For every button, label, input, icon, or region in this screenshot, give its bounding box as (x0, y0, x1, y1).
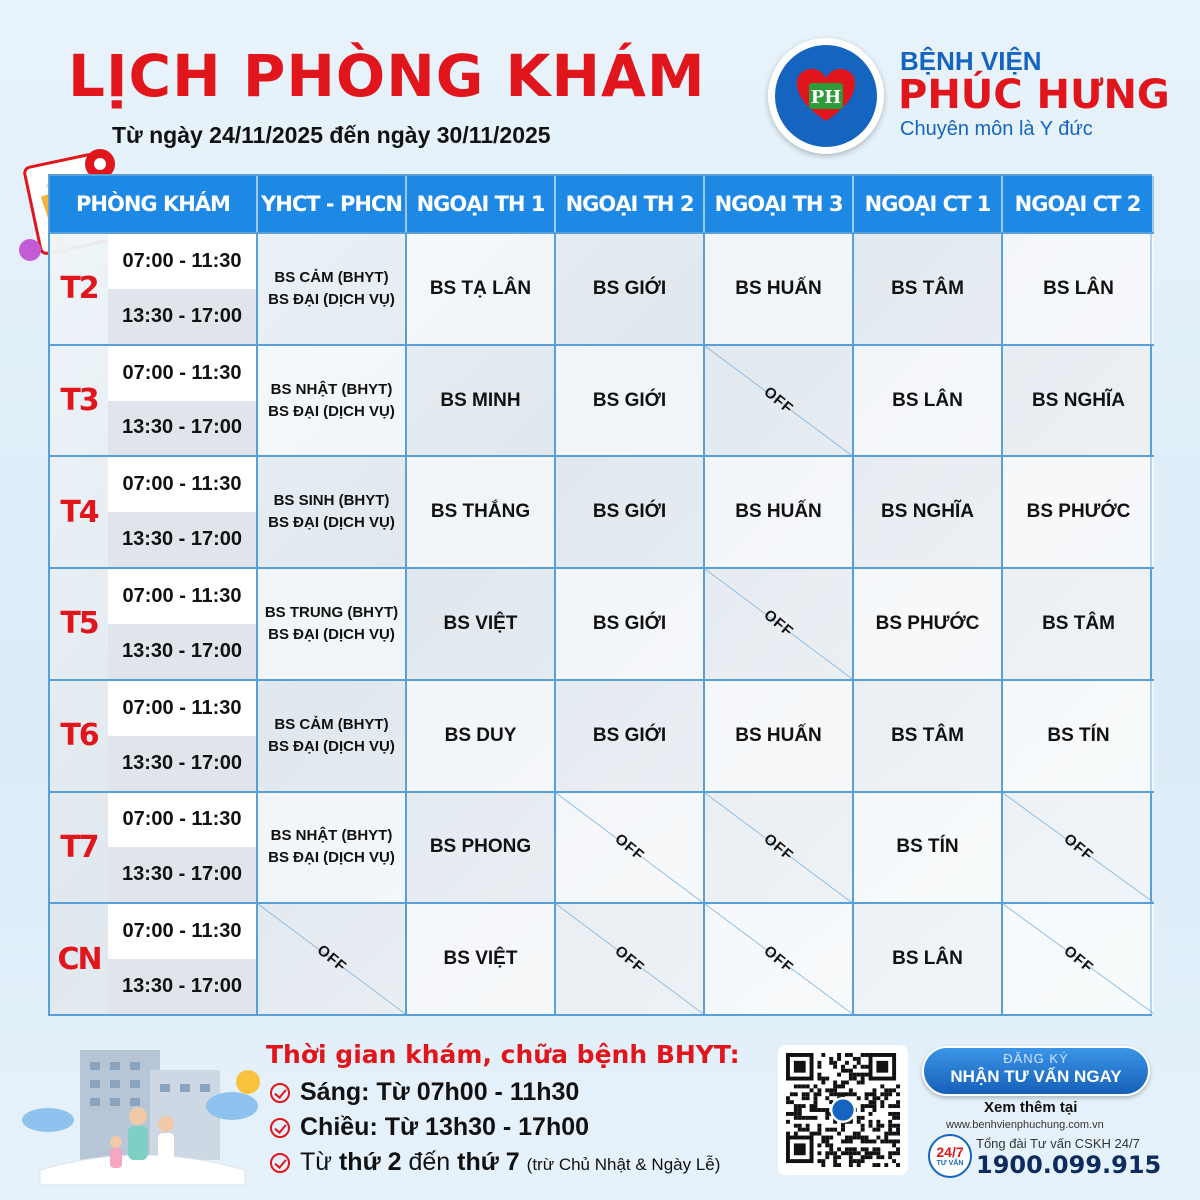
doctor-cell: BS NHẬT (BHYT) BS ĐẠI (DỊCH VỤ) (258, 344, 407, 456)
off-cell (1003, 791, 1154, 903)
doctor-cell: BS LÂN (854, 902, 1003, 1014)
doctor-cell: BS TRUNG (BHYT) BS ĐẠI (DỊCH VỤ) (258, 567, 407, 679)
svg-text:PH: PH (810, 87, 842, 108)
doctor-cell: BS DUY (407, 679, 556, 791)
doctor-cell: BS TÂM (1003, 567, 1154, 679)
days-note: (trừ Chủ Nhật & Ngày Lễ) (526, 1155, 721, 1174)
heart-logo-icon (795, 67, 857, 123)
doctor-cell: BS PHƯỚC (1003, 455, 1154, 567)
afternoon-slot: 13:30 - 17:00 (108, 847, 256, 902)
day-label: CN (57, 941, 101, 977)
day-cell (50, 232, 258, 344)
day-cell (50, 567, 258, 679)
morning-slot: 07:00 - 11:30 (108, 904, 256, 959)
column-header: PHÒNG KHÁM (50, 176, 258, 232)
date-range: Từ ngày 24/11/2025 đến ngày 30/11/2025 (112, 122, 551, 148)
doctor-cell: BS VIỆT (407, 902, 556, 1014)
doctor-cell: BS TÂM (854, 232, 1003, 344)
column-header: NGOẠI CT 1 (854, 176, 1003, 232)
day-label: T3 (60, 383, 98, 419)
doctor-cell: BS NHẬT (BHYT) BS ĐẠI (DỊCH VỤ) (258, 791, 407, 903)
clinic-schedule-table (48, 174, 1152, 1016)
hotline-label: Tổng đài Tư vấn CSKH 24/7 (976, 1136, 1140, 1151)
bhyt-days (270, 1148, 720, 1177)
day-cell (50, 455, 258, 567)
brand-name-top: BỆNH VIỆN (900, 46, 1042, 76)
doctor-cell: BS THẮNG (407, 455, 556, 567)
doctor-cell: BS PHƯỚC (854, 567, 1003, 679)
doctor-cell: BS HUẤN (705, 232, 854, 344)
days-mid: đến (408, 1148, 451, 1176)
hotline-number[interactable]: 1900.099.915 (976, 1151, 1162, 1179)
bhyt-hours-title: Thời gian khám, chữa bệnh BHYT: (266, 1040, 740, 1069)
doctor-cell: BS HUẤN (705, 679, 854, 791)
column-header: NGOẠI TH 1 (407, 176, 556, 232)
page-title: LỊCH PHÒNG KHÁM (68, 42, 706, 110)
hotline-247-icon: 24/7 TƯ VẤN (928, 1134, 972, 1178)
afternoon-slot: 13:30 - 17:00 (108, 401, 256, 456)
brand-name-main: PHÚC HƯNG (898, 72, 1170, 118)
off-cell (556, 791, 705, 903)
off-label: OFF (611, 830, 648, 865)
column-header: NGOẠI CT 2 (1003, 176, 1154, 232)
column-header: NGOẠI TH 2 (556, 176, 705, 232)
see-more-label: Xem thêm tại (984, 1099, 1078, 1116)
register-main-label: NHẬN TƯ VẤN NGAY (950, 1067, 1122, 1086)
day-cell (50, 791, 258, 903)
check-circle-icon (270, 1118, 290, 1138)
qr-code-icon (786, 1053, 900, 1167)
days-pre: Từ (300, 1148, 333, 1176)
afternoon-slot: 13:30 - 17:00 (108, 512, 256, 567)
qr-code[interactable] (778, 1045, 908, 1175)
off-cell (705, 902, 854, 1014)
doctor-cell: BS GIỚI (556, 455, 705, 567)
morning-slot: 07:00 - 11:30 (108, 234, 256, 289)
day-label: T7 (60, 829, 98, 865)
off-cell (705, 791, 854, 903)
afternoon-slot: 13:30 - 17:00 (108, 624, 256, 679)
afternoon-slot: 13:30 - 17:00 (108, 736, 256, 791)
days-from: thứ 2 (338, 1148, 402, 1176)
afternoon-slot: 13:30 - 17:00 (108, 289, 256, 344)
register-top-label: ĐĂNG KÝ (1003, 1051, 1069, 1066)
doctor-cell: BS PHONG (407, 791, 556, 903)
doctor-cell: BS VIỆT (407, 567, 556, 679)
doctor-cell: BS LÂN (1003, 232, 1154, 344)
doctor-cell: BS TÂM (854, 679, 1003, 791)
doctor-cell: BS SINH (BHYT) BS ĐẠI (DỊCH VỤ) (258, 455, 407, 567)
days-to: thứ 7 (457, 1148, 520, 1176)
doctor-cell: BS GIỚI (556, 232, 705, 344)
day-label: T5 (60, 606, 98, 642)
doctor-cell: BS NGHĨA (854, 455, 1003, 567)
doctor-cell: BS TẠ LÂN (407, 232, 556, 344)
off-label: OFF (1060, 942, 1097, 977)
off-label: OFF (760, 606, 797, 642)
morning-slot: 07:00 - 11:30 (108, 793, 256, 848)
doctor-cell: BS TÍN (1003, 679, 1154, 791)
column-header: NGOẠI TH 3 (705, 176, 854, 232)
check-circle-icon (270, 1153, 290, 1173)
hospital-logo (768, 38, 884, 154)
column-header: YHCT - PHCN (258, 176, 407, 232)
off-cell (1003, 902, 1154, 1014)
off-cell (258, 902, 407, 1014)
doctor-cell: BS GIỚI (556, 567, 705, 679)
afternoon-label: Chiều: (300, 1113, 378, 1141)
off-label: OFF (760, 942, 797, 977)
off-cell (705, 567, 854, 679)
morning-slot: 07:00 - 11:30 (108, 569, 256, 624)
bhyt-morning (270, 1078, 579, 1107)
morning-time: Từ 07h00 - 11h30 (376, 1078, 580, 1106)
day-label: T6 (60, 718, 98, 754)
doctor-cell: BS GIỚI (556, 679, 705, 791)
hospital-family-illustration (20, 1020, 260, 1190)
morning-slot: 07:00 - 11:30 (108, 346, 256, 401)
doctor-cell: BS MINH (407, 344, 556, 456)
afternoon-slot: 13:30 - 17:00 (108, 959, 256, 1014)
doctor-cell: BS TÍN (854, 791, 1003, 903)
off-cell (556, 902, 705, 1014)
day-cell (50, 679, 258, 791)
day-cell (50, 902, 258, 1014)
off-label: OFF (1060, 830, 1097, 865)
off-label: OFF (313, 941, 350, 976)
doctor-cell: BS CẢM (BHYT) BS ĐẠI (DỊCH VỤ) (258, 232, 407, 344)
off-label: OFF (760, 830, 797, 865)
register-consult-button[interactable] (922, 1046, 1150, 1096)
off-label: OFF (760, 383, 797, 418)
doctor-cell: BS GIỚI (556, 344, 705, 456)
doctor-cell: BS HUẤN (705, 455, 854, 567)
day-label: T2 (60, 271, 98, 307)
doctor-cell: BS NGHĨA (1003, 344, 1154, 456)
afternoon-time: Từ 13h30 - 17h00 (384, 1113, 590, 1141)
morning-slot: 07:00 - 11:30 (108, 681, 256, 736)
website-link[interactable]: www.benhvienphuchung.com.vn (946, 1119, 1104, 1131)
off-label: OFF (611, 942, 648, 977)
off-cell (705, 344, 854, 456)
doctor-cell: BS LÂN (854, 344, 1003, 456)
day-label: T4 (60, 494, 98, 530)
day-cell (50, 344, 258, 456)
check-circle-icon (270, 1083, 290, 1103)
morning-label: Sáng: (300, 1078, 370, 1106)
doctor-cell: BS CẢM (BHYT) BS ĐẠI (DỊCH VỤ) (258, 679, 407, 791)
brand-slogan: Chuyên môn là Y đức (900, 118, 1093, 140)
bhyt-afternoon (270, 1113, 589, 1142)
morning-slot: 07:00 - 11:30 (108, 457, 256, 512)
